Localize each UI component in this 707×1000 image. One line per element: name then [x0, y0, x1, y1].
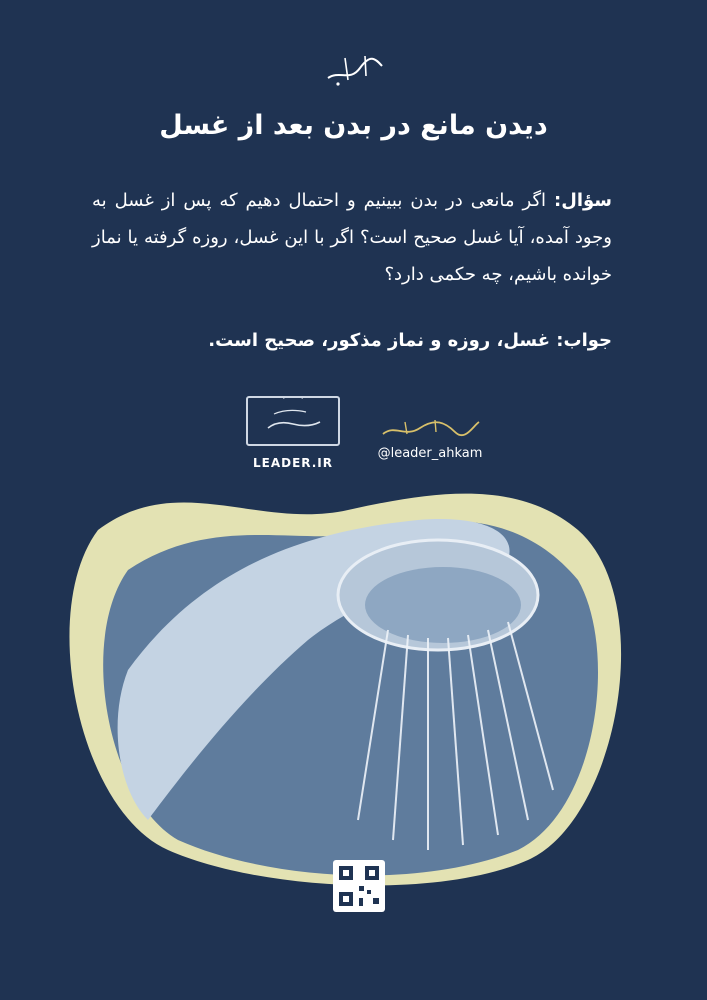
- page-title: دیدن مانع در بدن بعد از غسل: [159, 110, 548, 141]
- leader-logo: [243, 396, 343, 476]
- office-logo: [375, 418, 485, 468]
- social-handle: @leader_ahkam: [377, 446, 483, 461]
- answer-text: غسل، روزه و نماز مذکور، صحیح است.: [208, 330, 557, 351]
- answer-label: جواب:: [556, 330, 612, 351]
- site-url: LEADER.IR: [252, 456, 333, 470]
- question-text: اگر مانعی در بدن ببینیم و احتمال دهیم که پس از غسل به وجود آمده، آیا غسل صحیح است؟ اگر با این غسل، روزه گرفته یا نماز خوانده باشیم، چه حکمی دارد؟: [92, 190, 612, 285]
- shower-head-icon: [58, 490, 648, 890]
- question-paragraph: [92, 182, 612, 293]
- calligraphy-emblem: [320, 48, 390, 88]
- building-badge-icon: [246, 396, 340, 446]
- signature-icon: [375, 418, 485, 440]
- qr-code-icon: [333, 860, 385, 912]
- question-label: سؤال:: [554, 190, 612, 211]
- answer-paragraph: [92, 326, 612, 356]
